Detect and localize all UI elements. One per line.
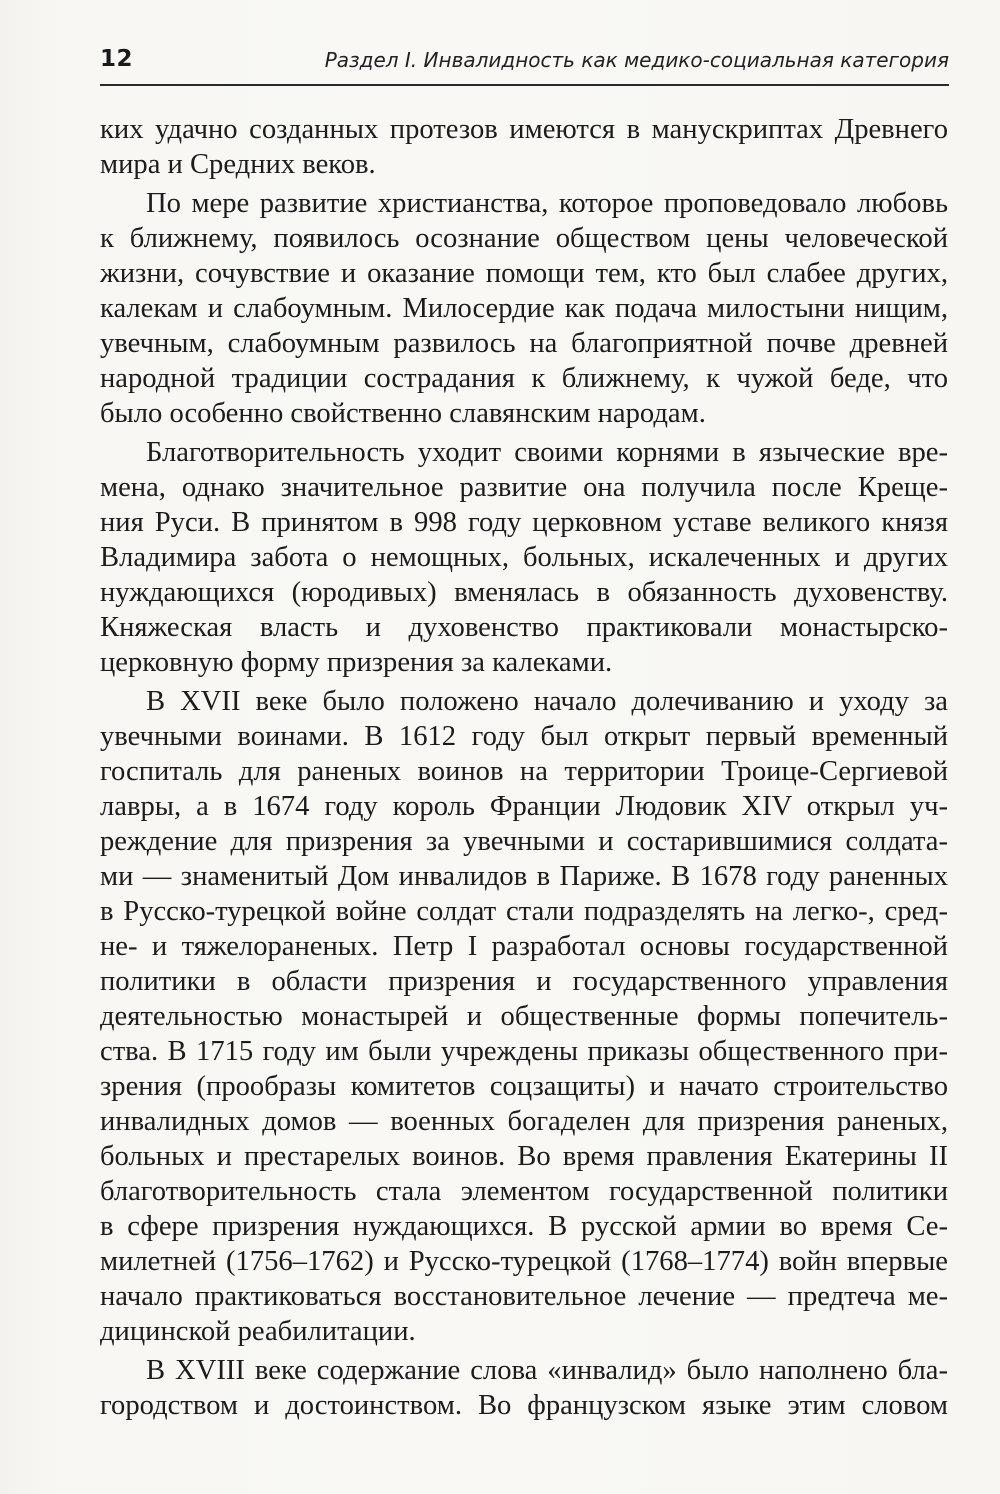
text-line: увечными воинами. В 1612 году был открыт первый временный	[100, 721, 948, 752]
paragraph	[100, 186, 948, 431]
text-line: в сфере призрения нуждающихся. В русской армии во время Се-	[100, 1211, 948, 1242]
text-line: нуждающихся (юродивых) вменялась в обязанность духовенству.	[100, 577, 948, 608]
text-line: было особенно свойственно славянским народам.	[100, 398, 706, 429]
paragraph	[100, 112, 948, 182]
text-line: инвалидных домов — военных богаделен для призрения раненых,	[100, 1106, 948, 1137]
text-line: жизни, сочувствие и оказание помощи тем, кто был слабее других,	[100, 258, 948, 289]
text-line: не- и тяжелораненых. Петр I разработал основы государственной	[100, 931, 948, 962]
text-line: городством и достоинством. Во французском языке этим словом	[100, 1390, 948, 1421]
text-line: начало практиковаться восстановительное лечение — предтеча ме-	[100, 1281, 948, 1312]
text-line: Благотворительность уходит своими корнями в языческие вре-	[146, 437, 948, 468]
text-line: в Русско-турецкой войне солдат стали подразделять на легко-, сред-	[100, 896, 948, 927]
text-line: мира и Средних веков.	[100, 149, 376, 180]
page-header	[100, 44, 949, 86]
text-line: ми — знаменитый Дом инвалидов в Париже. В 1678 году раненных	[100, 861, 948, 892]
text-line: госпиталь для раненых воинов на территории Троице-Сергиевой	[100, 756, 948, 787]
text-line: ства. В 1715 году им были учреждены приказы общественного при-	[100, 1036, 948, 1067]
text-line: Владимира забота о немощных, больных, искалеченных и других	[100, 542, 948, 573]
page-number: 12	[100, 46, 134, 72]
text-line: больных и престарелых воинов. Во время правления Екатерины II	[100, 1141, 948, 1172]
text-line: Княжеская власть и духовенство практиковали монастырско-	[100, 612, 948, 643]
text-line: ния Руси. В принятом в 998 году церковном уставе великого князя	[100, 507, 948, 538]
text-line: милетней (1756–1762) и Русско-турецкой (1768–1774) войн впервые	[100, 1246, 948, 1277]
text-line: церковную форму призрения за калеками.	[100, 647, 613, 678]
text-line: лавры, а в 1674 году король Франции Людовик XIV открыл уч-	[100, 791, 948, 822]
text-line: к ближнему, появилось осознание обществом цены человеческой	[100, 223, 948, 254]
text-line: мена, однако значительное развитие она получила после Креще-	[100, 472, 948, 503]
text-line: В XVII веке было положено начало долечиванию и уходу за	[146, 686, 948, 717]
text-line: увечным, слабоумным развилось на благоприятной почве древней	[100, 328, 948, 359]
text-line: политики в области призрения и государственного управления	[100, 966, 948, 997]
text-line: народной традиции сострадания к ближнему, к чужой беде, что	[100, 363, 948, 394]
paragraph	[100, 1353, 948, 1423]
paragraph	[100, 684, 948, 1349]
text-line: По мере развитие христианства, которое проповедовало любовь	[146, 188, 948, 219]
text-line: деятельностью монастырей и общественные формы попечитель-	[100, 1001, 948, 1032]
paragraph	[100, 435, 948, 680]
text-line: ких удачно созданных протезов имеются в манускриптах Древнего	[100, 114, 948, 145]
text-line: калекам и слабоумным. Милосердие как подача милостыни нищим,	[100, 293, 948, 324]
text-line: В XVIII веке содержание слова «инвалид» было наполнено бла-	[146, 1355, 948, 1386]
running-title: Раздел I. Инвалидность как медико-социальная категория	[324, 48, 949, 72]
text-line: зрения (прообразы комитетов соцзащиты) и начато строительство	[100, 1071, 948, 1102]
text-line: дицинской реабилитации.	[100, 1316, 416, 1347]
text-line: реждение для призрения за увечными и состарившимися солдата-	[100, 826, 948, 857]
text-line: благотворительность стала элементом государственной политики	[100, 1176, 948, 1207]
body-text	[100, 112, 948, 1423]
